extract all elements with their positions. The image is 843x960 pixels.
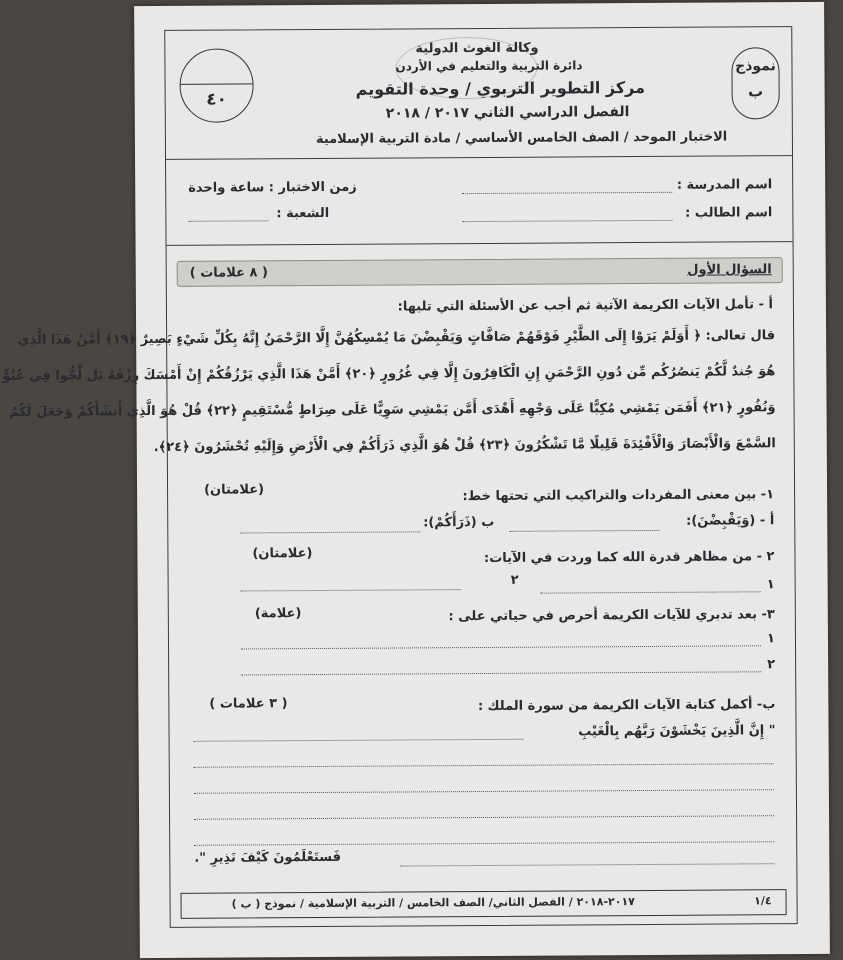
header-divider [166, 155, 792, 160]
center-name: مركز التطوير التربوي / وحدة التقويم [355, 77, 646, 99]
answer-1a-field[interactable] [509, 530, 659, 532]
part-b-line-1[interactable] [194, 739, 524, 742]
verse-line-2: هُوَ جُندٌ لَّكُمْ يَنصُرُكُم مِّن دُونِ الرَّحْمَنِ إِنِ الْكَافِرُونَ إِلَّا فِي غُرُورٍ ﴿٢٠﴾ أَمَّنْ هَذَا الَّذِي يَرْزُقُكُمْ إِنْ أَمْسَكَ رِزْقَهُ بَل لَّجُّوا فِي عُتُوٍّ [2, 364, 776, 384]
answer-2-num-1: ١ [766, 577, 775, 593]
section-field[interactable] [188, 220, 268, 221]
sub-question-1-marks: (علامتان) [204, 482, 265, 498]
answer-3-field-2[interactable] [241, 671, 761, 675]
answer-2-field-2[interactable] [241, 589, 461, 591]
sub-question-2: ٢ - من مظاهر قدرة الله كما وردت في الآيات: [483, 549, 775, 566]
question-bar [177, 257, 783, 287]
footer-text: ٢٠١٧-٢٠١٨ / الفصل الثاني/ الصف الخامس / التربية الإسلامية / نموذج ( ب ) [231, 895, 635, 911]
exam-time: زمن الاختبار : ساعة واحدة [188, 179, 357, 196]
part-b-marks: ( ٣ علامات ) [209, 696, 288, 712]
department-name: دائرة التربية والتعليم في الأردن [395, 58, 583, 74]
footer [181, 889, 787, 919]
total-score: ٤٠ [206, 89, 228, 110]
part-b-line-3[interactable] [194, 789, 774, 794]
sub-question-1: ١- بين معنى المفردات والتراكيب التي تحتها خط: [462, 487, 775, 505]
part-b-verse-end: فَستَعْلَمُونَ كَيْفَ نَذِيرِ ". [194, 849, 342, 866]
sub-question-3: ٣- بعد تدبري للآيات الكريمة أحرص في حياتي على : [448, 607, 775, 625]
school-label: اسم المدرسة : [676, 177, 773, 193]
model-box [731, 47, 779, 119]
answer-1b-label: ب (ذَرَأَكُمْ): [423, 514, 495, 531]
student-field[interactable] [462, 220, 672, 222]
verse-line-4: السَّمْعَ وَالْأَبْصَارَ وَالْأَفْئِدَةَ قَلِيلًا مَّا تَشْكُرُونَ ﴿٢٣﴾ قُلْ هُوَ الَّذِي ذَرَأَكُمْ فِي الْأَرْضِ وَإِلَيْهِ تُحْشَرُونَ ﴿٢٤﴾. [153, 436, 776, 456]
sub-question-3-marks: (علامة) [254, 606, 302, 622]
semester: الفصل الدراسي الثاني ٢٠١٧ / ٢٠١٨ [385, 104, 630, 122]
sub-question-2-marks: (علامتان) [252, 546, 313, 562]
exam-sheet [2, 2, 830, 958]
verse-line-1: قال تعالى: ﴿ أَوَلَمْ يَرَوْا إِلَى الطَّيْرِ فَوْقَهُمْ صَافَّاتٍ وَيَقْبِضْنَ مَا يُمْسِكُهُنَّ إِلَّا الرَّحْمَنُ إِنَّهُ بِكُلِّ شَيْءٍ بَصِيرٌ ﴿١٩﴾ أَمَّنْ هَذَا الَّذِي [17, 328, 776, 348]
answer-3-field-1[interactable] [241, 645, 761, 649]
part-b-title: ب- أكمل كتابة الآيات الكريمة من سورة الملك : [477, 697, 776, 715]
part-b-line-4[interactable] [194, 815, 774, 820]
section-label: الشعبة : [276, 205, 330, 222]
verse-line-3: وَنُفُورٍ ﴿٢١﴾ أَفَمَن يَمْشِي مُكِبًّا عَلَى وَجْهِهِ أَهْدَى أَمَّن يَمْشِي سَوِيًّا عَلَى صِرَاطٍ مُّسْتَقِيمٍ ﴿٢٢﴾ قُلْ هُوَ الَّذِي أَنشَأَكُمْ وَجَعَلَ لَكُمُ [8, 400, 776, 420]
answer-2-num-2: ٢ [510, 572, 519, 588]
answer-3-num-1: ١ [766, 631, 776, 647]
student-label: اسم الطالب : [685, 205, 773, 221]
answer-3-num-2: ٢ [767, 657, 776, 673]
question-marks: ( ٨ علامات ) [189, 265, 268, 281]
model-letter: ب [748, 82, 764, 101]
model-label: نموذج [735, 58, 776, 75]
page-frame [2, 26, 797, 928]
part-b-line-2[interactable] [194, 763, 774, 768]
answer-1b-field[interactable] [240, 531, 420, 533]
agency-name: وكالة الغوث الدولية [415, 40, 539, 57]
school-field[interactable] [462, 192, 672, 194]
part-b-line-6[interactable] [400, 863, 774, 866]
question-intro: أ - تأمل الآيات الكريمة الآتية ثم أجب عن الأسئلة التي تليها: [397, 297, 773, 315]
score-circle [179, 48, 253, 122]
page-number: ١/٤ [754, 894, 772, 908]
part-b-line-5[interactable] [194, 841, 774, 846]
question-title: السؤال الأول [687, 262, 772, 278]
part-b-verse-start: " إِنَّ الَّذِينَ يَخْشَوْنَ رَبَّهُم بِالْغَيْبِ [578, 723, 776, 740]
score-divider [181, 83, 253, 84]
info-divider [167, 241, 793, 246]
exam-title: الاختبار الموحد / الصف الخامس الأساسي / مادة التربية الإسلامية [315, 129, 728, 148]
answer-2-field-1[interactable] [541, 591, 761, 593]
answer-1a-label: أ - (وَيَقْبِضْنَ): [686, 513, 775, 529]
